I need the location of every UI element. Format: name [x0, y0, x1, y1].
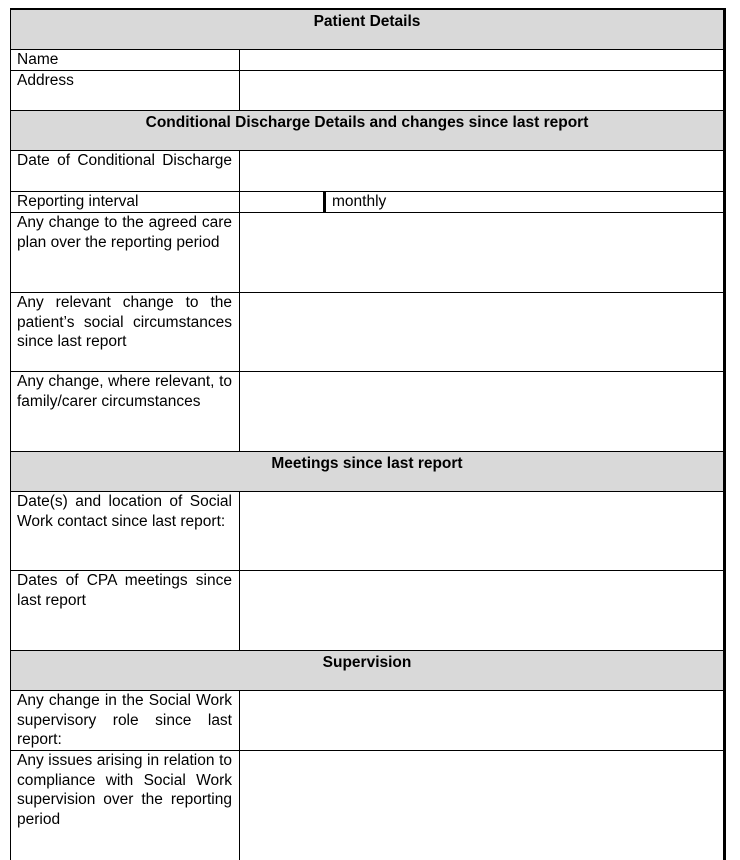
section-title: Meetings since last report	[271, 455, 463, 472]
family-carer-field[interactable]	[240, 372, 723, 451]
field-label-address: Address	[11, 71, 240, 110]
field-label-supervisory-role: Any change in the Social Work supervisory role since last report:	[11, 691, 240, 750]
field-label-compliance: Any issues arising in relation to compliance with Social Work supervision over the reporting period	[11, 751, 240, 860]
reporting-interval-value[interactable]: monthly	[332, 193, 387, 210]
section-title: Patient Details	[313, 13, 421, 30]
form-row-compliance	[11, 751, 723, 860]
form-row-social-work-contact	[11, 492, 723, 571]
address-field[interactable]	[240, 71, 723, 110]
supervisory-role-field[interactable]	[240, 691, 723, 750]
form-row-address	[11, 71, 723, 111]
field-label-family-carer: Any change, where relevant, to family/carer circumstances	[11, 372, 240, 451]
reporting-interval-blank-field[interactable]	[240, 192, 723, 212]
social-supervisor-report-form	[10, 8, 726, 860]
form-row-cpa-meetings	[11, 571, 723, 651]
cpa-meetings-field[interactable]	[240, 571, 723, 650]
form-row-social-circumstances	[11, 293, 723, 372]
social-circumstances-field[interactable]	[240, 293, 723, 371]
section-header-meetings	[11, 452, 723, 492]
care-plan-change-field[interactable]	[240, 213, 723, 292]
section-title: Conditional Discharge Details and changes since last report	[145, 114, 589, 131]
form-row-reporting-interval	[11, 192, 723, 213]
compliance-field[interactable]	[240, 751, 723, 860]
form-row-supervisory-role	[11, 691, 723, 751]
field-label-social-circumstances: Any relevant change to the patient’s social circumstances since last report	[11, 293, 240, 371]
section-header-patient-details	[11, 10, 723, 50]
reporting-interval-divider	[323, 192, 326, 212]
field-label-cpa-meetings: Dates of CPA meetings since last report	[11, 571, 240, 650]
form-row-name	[11, 50, 723, 71]
social-work-contact-field[interactable]	[240, 492, 723, 570]
name-field[interactable]	[240, 50, 723, 70]
section-title: Supervision	[322, 654, 412, 671]
date-of-discharge-field[interactable]	[240, 151, 723, 191]
field-label-date-of-discharge: Date of Conditional Discharge	[11, 151, 240, 191]
form-row-care-plan-change	[11, 213, 723, 293]
field-label-reporting-interval: Reporting interval	[11, 192, 240, 212]
field-label-name: Name	[11, 50, 240, 70]
form-row-family-carer	[11, 372, 723, 452]
section-header-conditional-discharge	[11, 111, 723, 151]
field-label-social-work-contact: Date(s) and location of Social Work contact since last report:	[11, 492, 240, 570]
field-label-care-plan-change: Any change to the agreed care plan over the reporting period	[11, 213, 240, 292]
section-header-supervision	[11, 651, 723, 691]
form-row-date-of-discharge	[11, 151, 723, 192]
